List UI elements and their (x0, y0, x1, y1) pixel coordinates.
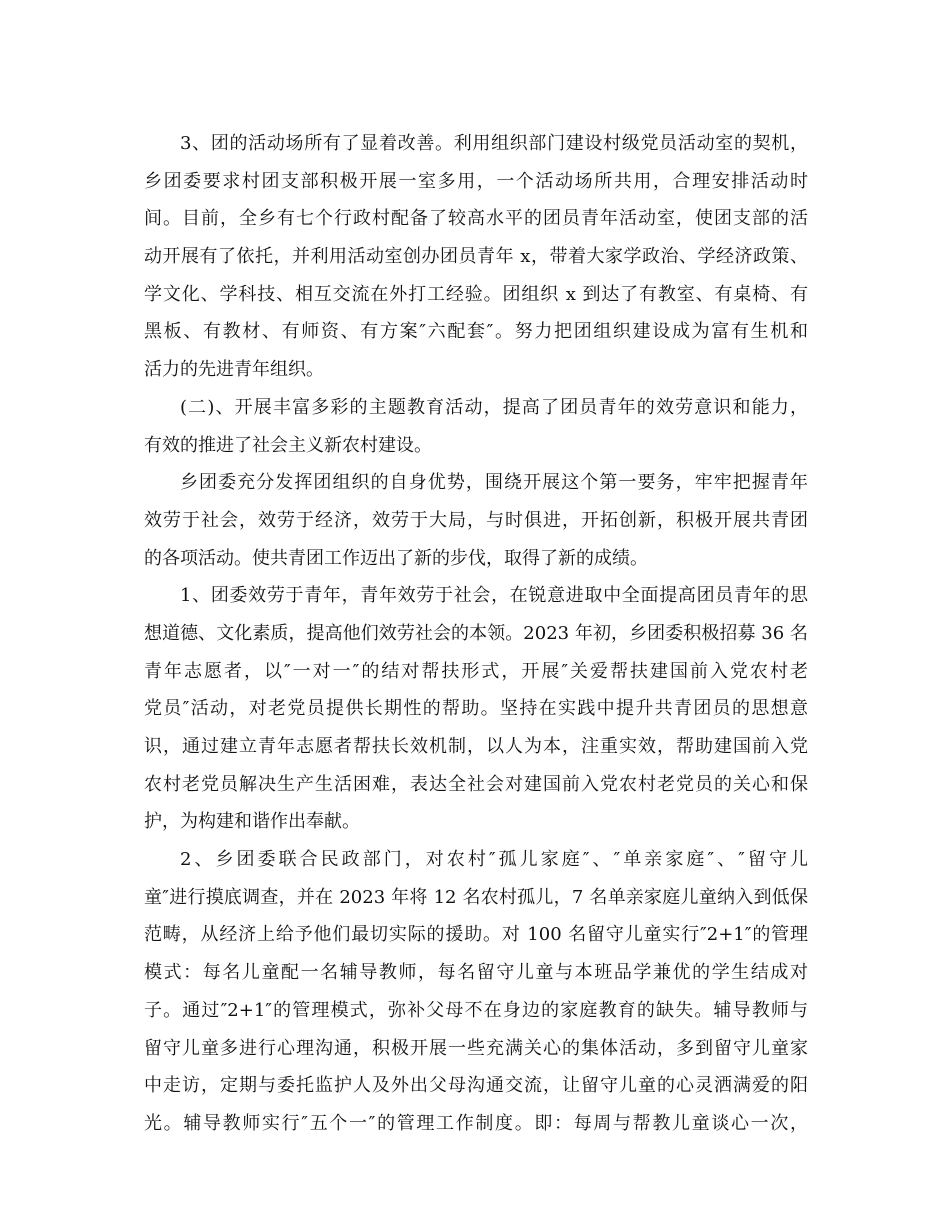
paragraph-volunteer-service (144, 577, 808, 841)
text-line: 农村老党员解决生产生活困难，表达全社会对建国前入党农村老党员的关心和保 (144, 773, 808, 795)
text-line: (二)、开展丰富多彩的主题教育活动，提高了团员青年的效劳意识和能力， (180, 396, 808, 418)
text-line: 识，通过建立青年志愿者帮扶长效机制，以人为本，注重实效，帮助建国前入党 (144, 736, 808, 757)
document-body (144, 125, 808, 1143)
text-line: 动开展有了依托，并利用活动室创办团员青年 x，带着大家学政治、学经济政策、 (144, 246, 808, 268)
text-line: 青年志愿者，以″一对一″的结对帮扶形式，开展″关爱帮扶建国前入党农村老 (144, 660, 808, 682)
text-line: 活力的先进青年组织。 (144, 359, 324, 381)
paragraph-activity-venues (144, 125, 808, 389)
text-line: 学文化、学科技、相互交流在外打工经验。团组织 x 到达了有教室、有桌椅、有 (144, 283, 808, 305)
text-line: 党员″活动，对老党员提供长期性的帮助。坚持在实践中提升共青团员的思想意 (144, 698, 808, 720)
text-line: 间。目前，全乡有七个行政村配备了较高水平的团员青年活动室，使团支部的活 (144, 208, 808, 230)
text-line: 中走访，定期与委托监护人及外出父母沟通交流，让留守儿童的心灵洒满爱的阳 (144, 1075, 808, 1097)
text-line: 子。通过″2+1″的管理模式，弥补父母不在身边的家庭教育的缺失。辅导教师与 (144, 999, 808, 1021)
text-line: 效劳于社会，效劳于经济，效劳于大局，与时俱进，开拓创新，积极开展共青团 (144, 509, 808, 531)
text-line: 2、乡团委联合民政部门，对农村″孤儿家庭″、″单亲家庭″、″留守儿 (180, 849, 808, 871)
text-line: 黑板、有教材、有师资、有方案″六配套″。努力把团组织建设成为富有生机和 (144, 321, 808, 343)
text-line: 有效的推进了社会主义新农村建设。 (144, 434, 432, 456)
text-line: 童″进行摸底调查，并在 2023 年将 12 名农村孤儿，7 名单亲家庭儿童纳入到低保 (144, 886, 808, 908)
text-line: 乡团委要求村团支部积极开展一室多用，一个活动场所共用，合理安排活动时 (144, 170, 808, 192)
text-line: 护，为构建和谐作出奉献。 (144, 811, 360, 833)
text-line: 的各项活动。使共青团工作迈出了新的步伐，取得了新的成绩。 (144, 547, 648, 569)
text-line: 留守儿童多进行心理沟通，积极开展一些充满关心的集体活动，多到留守儿童家 (144, 1037, 808, 1059)
paragraph-left-behind-children (144, 841, 808, 1143)
text-line: 想道德、文化素质，提高他们效劳社会的本领。2023 年初，乡团委积极招募 36 名 (144, 622, 808, 644)
text-line: 1、团委效劳于青年，青年效劳于社会，在锐意进取中全面提高团员青年的思 (180, 585, 808, 607)
text-line: 光。辅导教师实行″五个一″的管理工作制度。即：每周与帮教儿童谈心一次， (144, 1112, 808, 1134)
text-line: 范畴，从经济上给予他们最切实际的援助。对 100 名留守儿童实行″2+1″的管理 (144, 924, 808, 946)
paragraph-section-heading-2 (144, 389, 808, 464)
paragraph-league-advantages (144, 464, 808, 577)
text-line: 乡团委充分发挥团组织的自身优势，围绕开展这个第一要务，牢牢把握青年 (180, 472, 808, 494)
text-line: 模式：每名儿童配一名辅导教师，每名留守儿童与本班品学兼优的学生结成对 (144, 962, 808, 984)
text-line: 3、团的活动场所有了显着改善。利用组织部门建设村级党员活动室的契机， (180, 133, 808, 154)
